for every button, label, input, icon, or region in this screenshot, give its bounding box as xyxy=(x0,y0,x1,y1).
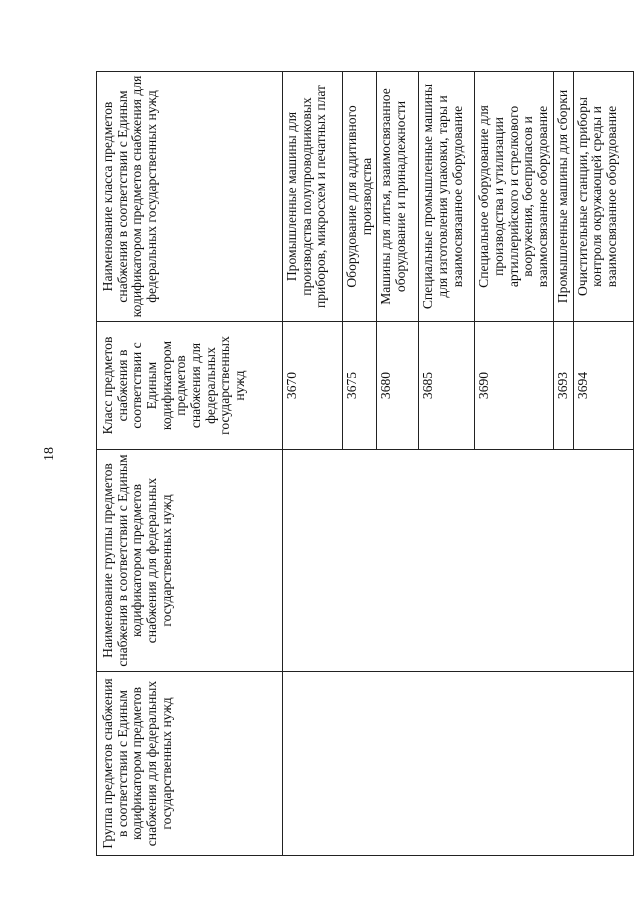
class-name-cell: Специальное оборудование для производства и утилизации артиллерийского и стрелкового вооружения, боеприпасов и взаимосвязанное оборудование xyxy=(475,72,553,322)
header-group: Группа предметов снабжения в соответствии с Единым кодификатором предметов снабжения для федеральных государственных нужд xyxy=(97,672,283,856)
class-name-cell: Очистительные станции, приборы контроля окружающей среды и взаимосвязанное оборудование xyxy=(573,72,633,322)
supply-classes-table xyxy=(96,71,634,856)
group-name-cell xyxy=(283,450,634,672)
class-name-cell: Машины для литья, взаимосвязанное оборудование и принадлежности xyxy=(377,72,419,322)
header-class-name: Наименование класса предметов снабжения в соответствии с Единым кодификатором предметов снабжения для федеральных государственных нужд xyxy=(97,72,283,322)
class-name-cell: Оборудование для аддитивного производства xyxy=(343,72,377,322)
class-code-cell: 3670 xyxy=(283,322,343,450)
class-code-cell: 3675 xyxy=(343,322,377,450)
class-code-cell: 3693 xyxy=(553,322,573,450)
table-header-row xyxy=(97,72,283,856)
group-cell xyxy=(283,672,634,856)
table-row xyxy=(283,72,343,856)
class-name-cell: Специальные промышленные машины для изготовления упаковки, тары и взаимосвязанное оборудование xyxy=(419,72,475,322)
class-code-cell: 3680 xyxy=(377,322,419,450)
class-code-cell: 3685 xyxy=(419,322,475,450)
class-code-cell: 3690 xyxy=(475,322,553,450)
class-code-cell: 3694 xyxy=(573,322,633,450)
class-name-cell: Промышленные машины для производства полупроводниковых приборов, микросхем и печатных плат xyxy=(283,72,343,322)
header-class-code: Класс предметов снабжения в соответствии с Единым кодификатором предметов снабжения для федеральных государственных нужд xyxy=(97,322,283,450)
header-group-name: Наименование группы предметов снабжения в соответствии с Единым кодификатором предметов снабжения для федеральных государственных нужд xyxy=(97,450,283,672)
rotated-table-container xyxy=(96,72,636,856)
page-number: 18 xyxy=(42,447,57,461)
class-name-cell: Промышленные машины для сборки xyxy=(553,72,573,322)
